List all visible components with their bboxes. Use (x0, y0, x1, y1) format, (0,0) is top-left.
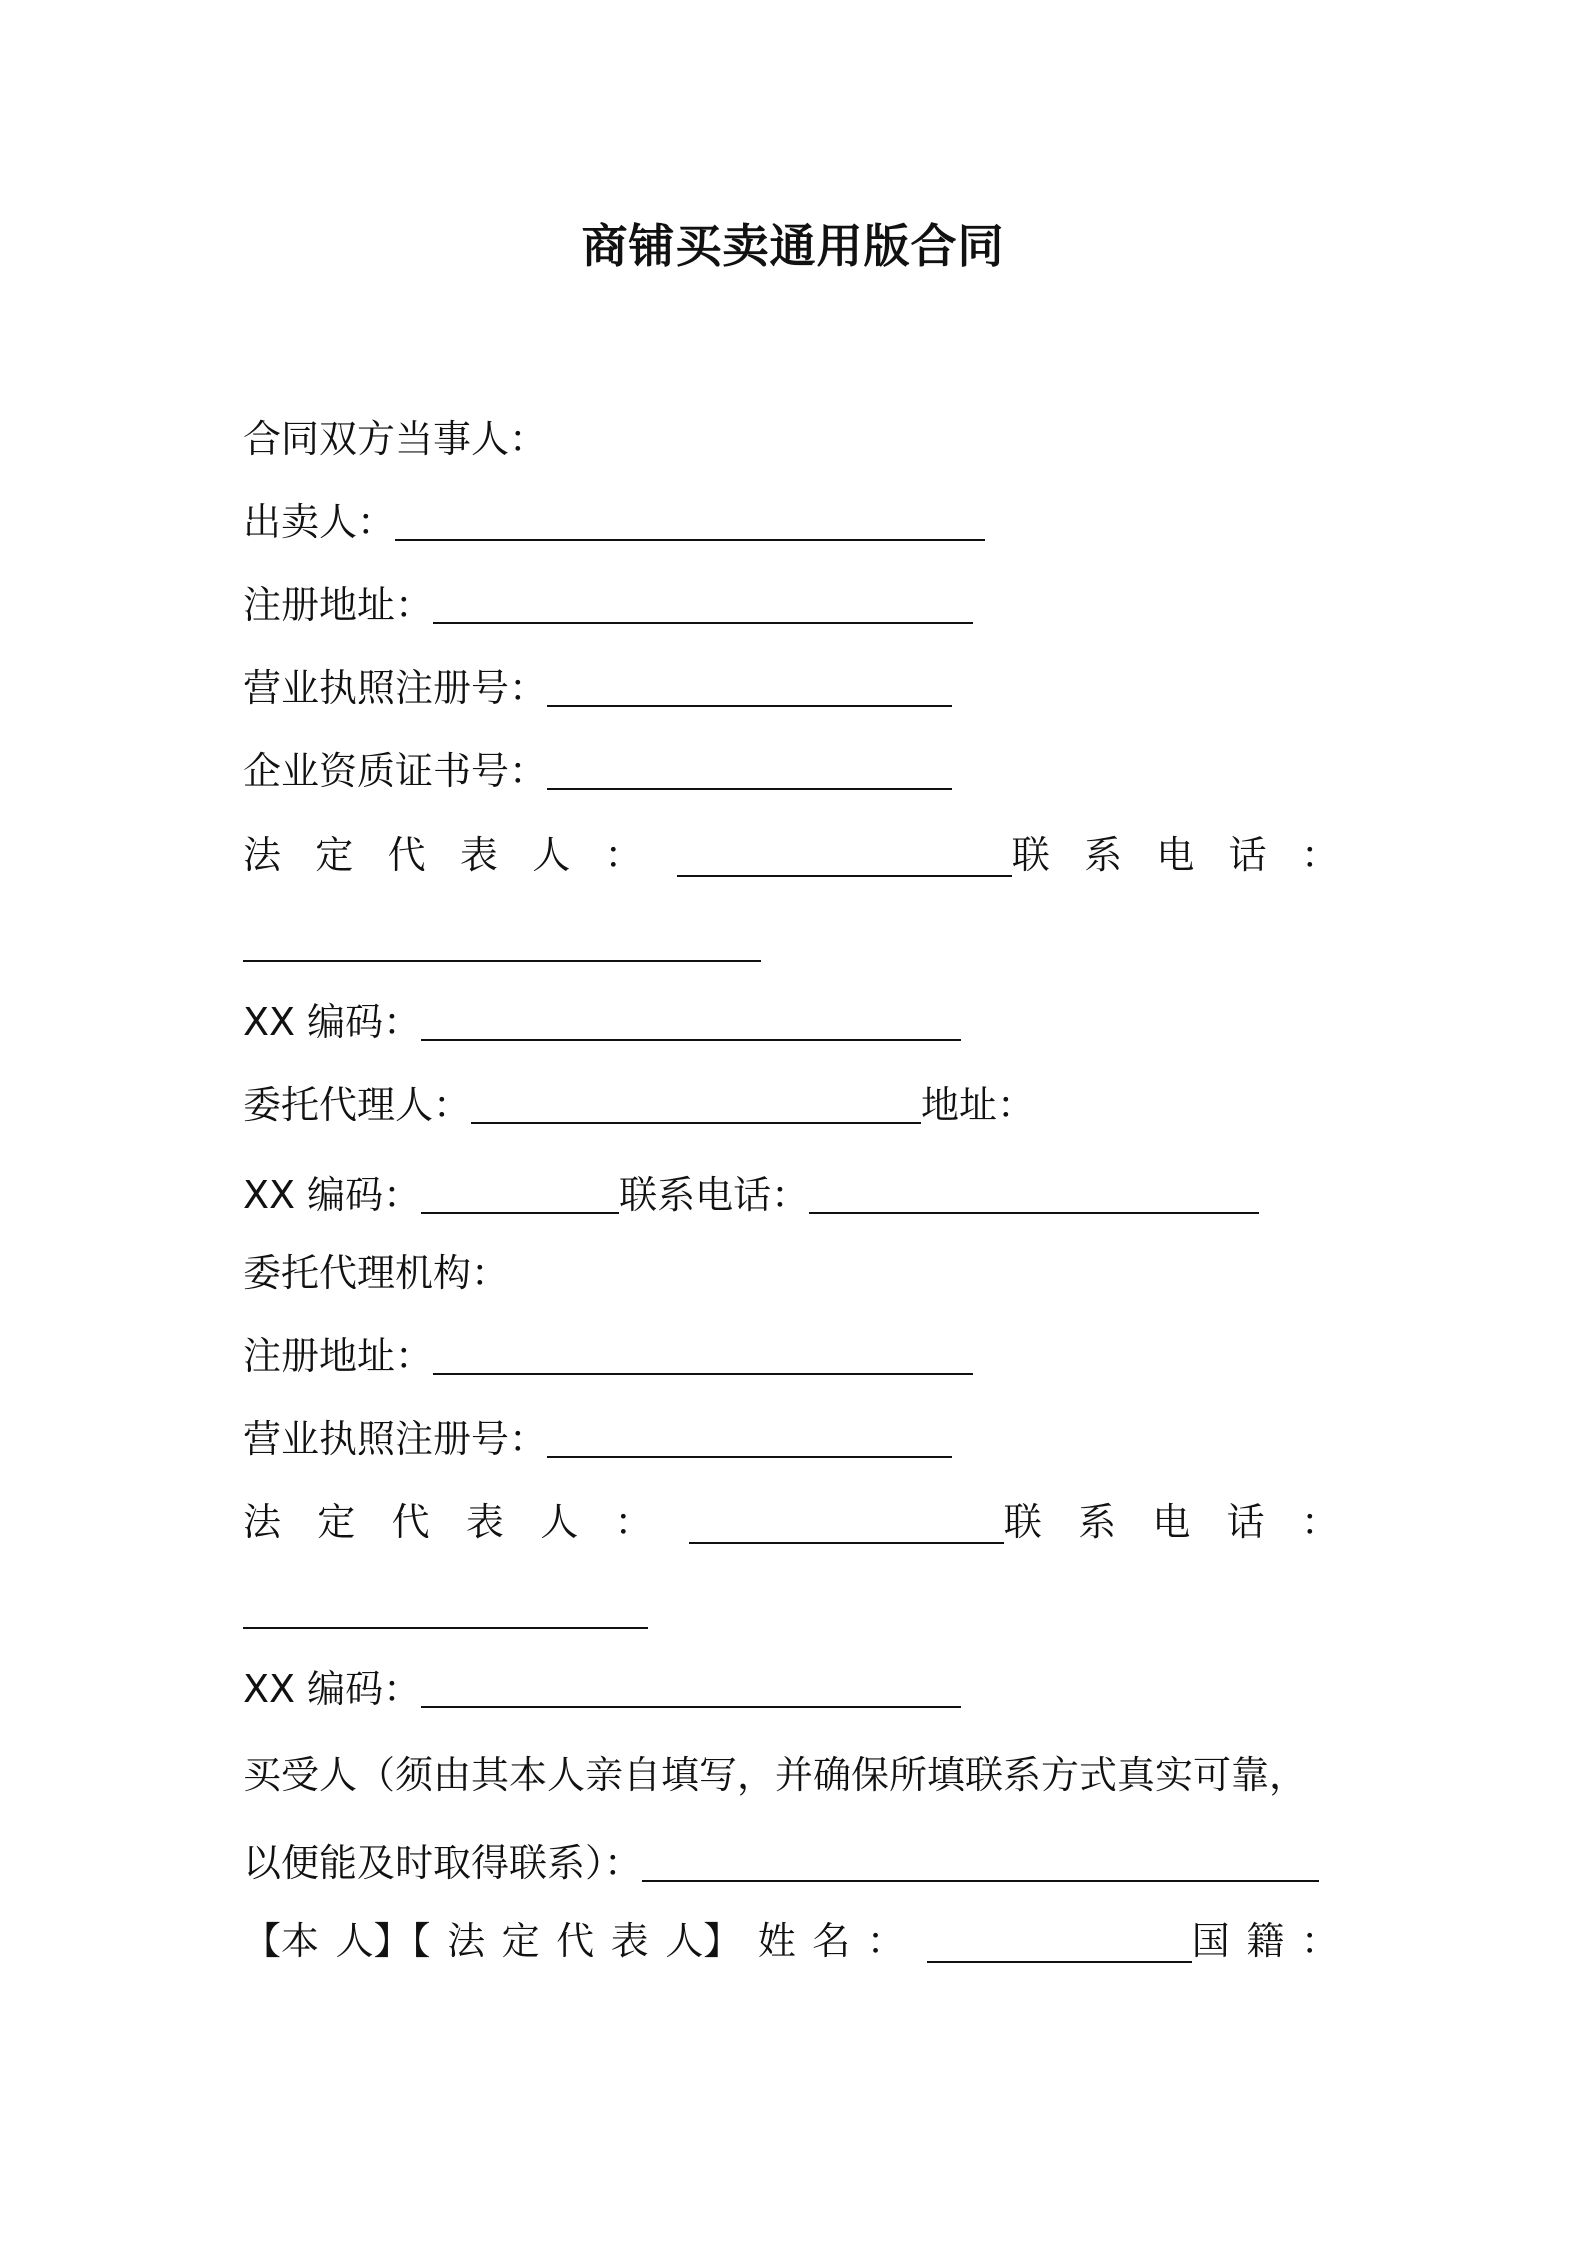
qualification-cert-blank[interactable] (547, 752, 952, 790)
xx-code-line-3: XX 编码： (243, 1664, 961, 1714)
buyer-line-2: 以便能及时取得联系）： (243, 1838, 1319, 1888)
buyer-name-blank[interactable] (927, 1925, 1192, 1963)
legal-rep-blank-2[interactable] (689, 1506, 1004, 1544)
phone-blank-2[interactable] (243, 1591, 648, 1629)
legal-rep-line-1: 法 定 代 表 人 ： 联 系 电 话 ： (243, 833, 1339, 877)
phone-continuation-line-2 (243, 1585, 648, 1635)
agent-line: 委托代理人： 地址： (243, 1083, 1036, 1127)
business-license-line-1: 营业执照注册号： (243, 663, 952, 713)
agent-phone-blank[interactable] (809, 1176, 1259, 1214)
legal-rep-line-2: 法 定 代 表 人 ： 联 系 电 话 ： (243, 1500, 1339, 1544)
xx-code-blank-1[interactable] (421, 1003, 961, 1041)
registered-address-blank-2[interactable] (433, 1337, 973, 1375)
parties-heading: 合同双方当事人： (243, 417, 548, 461)
xx-code-line-1: XX 编码： (243, 997, 961, 1047)
buyer-name-line: 【本 人】【 法 定 代 表 人】 姓 名 ： 国 籍 ： (243, 1919, 1339, 1963)
registered-address-blank-1[interactable] (433, 586, 973, 624)
phone-blank-1[interactable] (243, 924, 761, 962)
xx-code-blank-3[interactable] (421, 1670, 961, 1708)
seller-blank[interactable] (395, 503, 985, 541)
qualification-cert-line: 企业资质证书号： (243, 746, 952, 796)
legal-rep-blank-1[interactable] (677, 839, 1012, 877)
agent-blank[interactable] (471, 1086, 921, 1124)
buyer-contact-blank[interactable] (642, 1844, 1319, 1882)
document-title: 商铺买卖通用版合同 (581, 219, 1005, 273)
xx-code-line-2: XX 编码： 联系电话： (243, 1170, 1259, 1220)
phone-continuation-line-1 (243, 918, 761, 968)
registered-address-line-2: 注册地址： (243, 1331, 973, 1381)
agency-heading: 委托代理机构： (243, 1251, 510, 1295)
buyer-line-1: 买受人（须由其本人亲自填写，并确保所填联系方式真实可靠， (243, 1753, 1308, 1797)
registered-address-line-1: 注册地址： (243, 580, 973, 630)
xx-code-blank-2[interactable] (421, 1176, 619, 1214)
business-license-line-2: 营业执照注册号： (243, 1414, 952, 1464)
seller-line: 出卖人： (243, 497, 985, 547)
business-license-blank-2[interactable] (547, 1420, 952, 1458)
business-license-blank-1[interactable] (547, 669, 952, 707)
